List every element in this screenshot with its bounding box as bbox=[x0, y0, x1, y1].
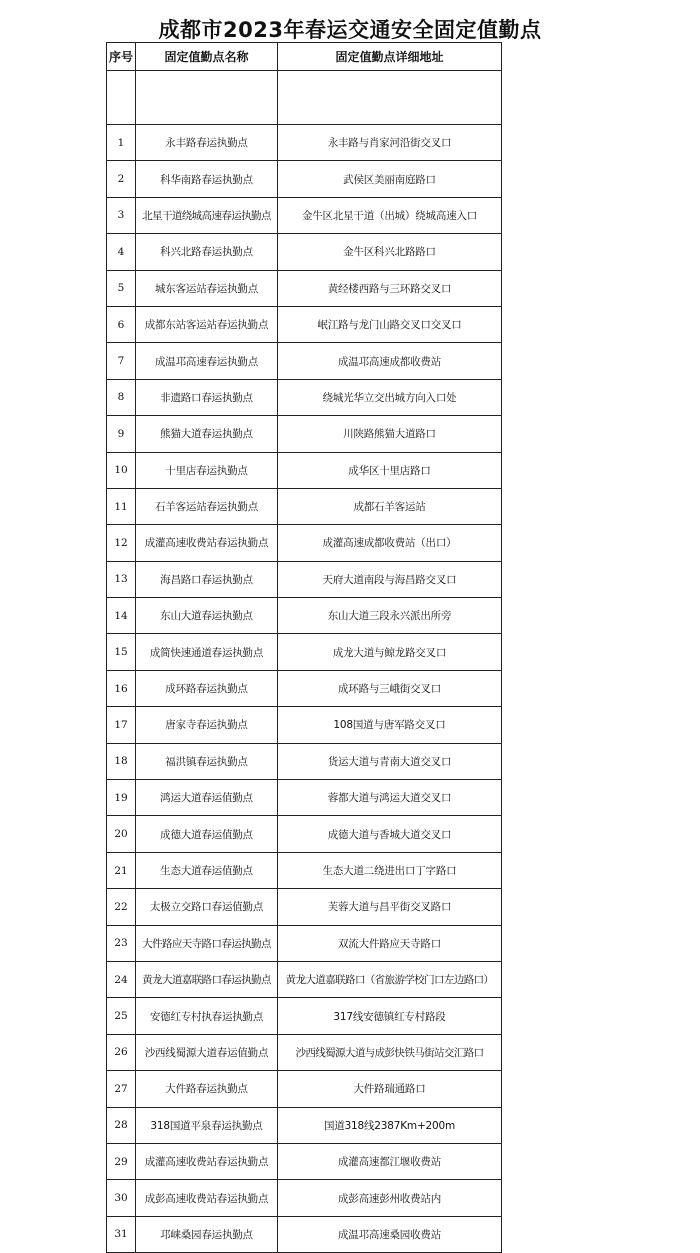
row-duty-point-name: 黄龙大道嘉联路口春运执勤点 bbox=[136, 961, 278, 997]
row-serial-number: 12 bbox=[107, 525, 136, 561]
row-serial-number: 18 bbox=[107, 743, 136, 779]
table-row bbox=[107, 925, 502, 961]
row-serial-number: 31 bbox=[107, 1216, 136, 1252]
row-duty-point-name: 东山大道春运执勤点 bbox=[136, 598, 278, 634]
table-row bbox=[107, 598, 502, 634]
row-duty-point-address: 货运大道与青南大道交叉口 bbox=[278, 743, 502, 779]
row-serial-number: 29 bbox=[107, 1143, 136, 1179]
row-duty-point-address: 成灌高速成都收费站（出口） bbox=[278, 525, 502, 561]
table-row bbox=[107, 306, 502, 342]
row-duty-point-address: 成温邛高速成都收费站 bbox=[278, 343, 502, 379]
table-row bbox=[107, 416, 502, 452]
row-serial-number: 21 bbox=[107, 852, 136, 888]
row-serial-number: 1 bbox=[107, 125, 136, 161]
row-duty-point-address: 成德大道与香城大道交叉口 bbox=[278, 816, 502, 852]
table-row bbox=[107, 488, 502, 524]
row-duty-point-name: 海昌路口春运执勤点 bbox=[136, 561, 278, 597]
row-duty-point-name: 石羊客运站春运执勤点 bbox=[136, 488, 278, 524]
row-serial-number: 22 bbox=[107, 889, 136, 925]
row-duty-point-address: 成华区十里店路口 bbox=[278, 452, 502, 488]
row-serial-number: 20 bbox=[107, 816, 136, 852]
table-row bbox=[107, 270, 502, 306]
row-duty-point-address: 成灌高速都江堰收费站 bbox=[278, 1143, 502, 1179]
row-serial-number: 8 bbox=[107, 379, 136, 415]
table-row bbox=[107, 1180, 502, 1216]
header-row bbox=[107, 43, 502, 71]
table-row bbox=[107, 889, 502, 925]
table-row bbox=[107, 452, 502, 488]
table-row bbox=[107, 343, 502, 379]
empty-cell bbox=[107, 71, 136, 125]
row-duty-point-address: 岷江路与龙门山路交叉口交叉口 bbox=[278, 306, 502, 342]
row-serial-number: 13 bbox=[107, 561, 136, 597]
row-serial-number: 7 bbox=[107, 343, 136, 379]
row-duty-point-name: 非遗路口春运执勤点 bbox=[136, 379, 278, 415]
table-row bbox=[107, 1034, 502, 1070]
table-row bbox=[107, 852, 502, 888]
table-row bbox=[107, 1107, 502, 1143]
row-duty-point-name: 唐家寺春运执勤点 bbox=[136, 707, 278, 743]
table-header bbox=[107, 43, 502, 71]
table-row bbox=[107, 1143, 502, 1179]
row-duty-point-name: 318国道平泉春运执勤点 bbox=[136, 1107, 278, 1143]
row-duty-point-address: 芙蓉大道与昌平街交叉路口 bbox=[278, 889, 502, 925]
row-serial-number: 17 bbox=[107, 707, 136, 743]
row-serial-number: 28 bbox=[107, 1107, 136, 1143]
table-row bbox=[107, 816, 502, 852]
row-duty-point-address: 317线安德镇红专村路段 bbox=[278, 998, 502, 1034]
row-duty-point-name: 成灌高速收费站春运执勤点 bbox=[136, 1143, 278, 1179]
row-duty-point-name: 福洪镇春运执勤点 bbox=[136, 743, 278, 779]
row-duty-point-name: 沙西线蜀源大道春运值勤点 bbox=[136, 1034, 278, 1070]
row-serial-number: 16 bbox=[107, 670, 136, 706]
row-serial-number: 15 bbox=[107, 634, 136, 670]
row-serial-number: 2 bbox=[107, 161, 136, 197]
row-duty-point-address: 沙西线蜀源大道与成彭快铁马街站交汇路口 bbox=[278, 1034, 502, 1070]
row-duty-point-name: 成德大道春运值勤点 bbox=[136, 816, 278, 852]
row-serial-number: 10 bbox=[107, 452, 136, 488]
row-serial-number: 25 bbox=[107, 998, 136, 1034]
table-row bbox=[107, 707, 502, 743]
document-title: 成都市2023年春运交通安全固定值勤点 bbox=[158, 18, 542, 42]
row-duty-point-name: 北星干道绕城高速春运执勤点 bbox=[136, 197, 278, 233]
row-serial-number: 5 bbox=[107, 270, 136, 306]
row-duty-point-name: 科华南路春运执勤点 bbox=[136, 161, 278, 197]
row-duty-point-name: 太极立交路口春运值勤点 bbox=[136, 889, 278, 925]
row-duty-point-address: 国道318线2387Km+200m bbox=[278, 1107, 502, 1143]
empty-cell bbox=[278, 71, 502, 125]
row-serial-number: 6 bbox=[107, 306, 136, 342]
table-row bbox=[107, 234, 502, 270]
row-serial-number: 14 bbox=[107, 598, 136, 634]
row-duty-point-name: 生态大道春运值勤点 bbox=[136, 852, 278, 888]
row-duty-point-name: 成灌高速收费站春运执勤点 bbox=[136, 525, 278, 561]
row-duty-point-name: 城东客运站春运执勤点 bbox=[136, 270, 278, 306]
row-duty-point-name: 永丰路春运执勤点 bbox=[136, 125, 278, 161]
table-row bbox=[107, 961, 502, 997]
row-duty-point-address: 金牛区北星干道（出城）绕城高速入口 bbox=[278, 197, 502, 233]
row-duty-point-address: 双流大件路应天寺路口 bbox=[278, 925, 502, 961]
row-duty-point-address: 成温邛高速桑园收费站 bbox=[278, 1216, 502, 1252]
table-row bbox=[107, 670, 502, 706]
row-duty-point-address: 黄经楼西路与三环路交叉口 bbox=[278, 270, 502, 306]
row-serial-number: 19 bbox=[107, 780, 136, 816]
row-serial-number: 4 bbox=[107, 234, 136, 270]
table-row bbox=[107, 743, 502, 779]
row-duty-point-name: 十里店春运执勤点 bbox=[136, 452, 278, 488]
row-serial-number: 11 bbox=[107, 488, 136, 524]
row-duty-point-name: 鸿运大道春运值勤点 bbox=[136, 780, 278, 816]
row-serial-number: 24 bbox=[107, 961, 136, 997]
row-duty-point-name: 成都东站客运站春运执勤点 bbox=[136, 306, 278, 342]
row-duty-point-address: 永丰路与肖家河沿街交叉口 bbox=[278, 125, 502, 161]
row-duty-point-name: 成简快速通道春运执勤点 bbox=[136, 634, 278, 670]
row-duty-point-name: 大件路应天寺路口春运执勤点 bbox=[136, 925, 278, 961]
row-duty-point-address: 武侯区美丽南庭路口 bbox=[278, 161, 502, 197]
empty-cell bbox=[136, 71, 278, 125]
header-serial-number: 序号 bbox=[107, 43, 136, 71]
row-duty-point-address: 成龙大道与鲸龙路交叉口 bbox=[278, 634, 502, 670]
row-duty-point-address: 天府大道南段与海昌路交叉口 bbox=[278, 561, 502, 597]
row-duty-point-name: 成彭高速收费站春运执勤点 bbox=[136, 1180, 278, 1216]
row-duty-point-address: 黄龙大道嘉联路口（省旅游学校门口左边路口） bbox=[278, 961, 502, 997]
row-serial-number: 3 bbox=[107, 197, 136, 233]
row-duty-point-name: 成环路春运执勤点 bbox=[136, 670, 278, 706]
header-duty-point-address: 固定值勤点详细地址 bbox=[278, 43, 502, 71]
row-duty-point-address: 成彭高速彭州收费站内 bbox=[278, 1180, 502, 1216]
empty-row bbox=[107, 71, 502, 125]
row-duty-point-address: 蓉都大道与鸿运大道交叉口 bbox=[278, 780, 502, 816]
row-duty-point-address: 成环路与三峨街交叉口 bbox=[278, 670, 502, 706]
table-row bbox=[107, 125, 502, 161]
row-duty-point-address: 绕城光华立交出城方向入口处 bbox=[278, 379, 502, 415]
row-duty-point-name: 邛崃桑园春运执勤点 bbox=[136, 1216, 278, 1252]
table-row bbox=[107, 1071, 502, 1107]
row-duty-point-address: 东山大道三段永兴派出所旁 bbox=[278, 598, 502, 634]
table-row bbox=[107, 1216, 502, 1252]
header-duty-point-name: 固定值勤点名称 bbox=[136, 43, 278, 71]
row-duty-point-address: 成都石羊客运站 bbox=[278, 488, 502, 524]
row-duty-point-name: 安德红专村执春运执勤点 bbox=[136, 998, 278, 1034]
table-row bbox=[107, 525, 502, 561]
row-duty-point-address: 大件路瑞通路口 bbox=[278, 1071, 502, 1107]
row-duty-point-name: 熊猫大道春运执勤点 bbox=[136, 416, 278, 452]
row-duty-point-address: 生态大道二绕进出口丁字路口 bbox=[278, 852, 502, 888]
row-duty-point-address: 金牛区科兴北路路口 bbox=[278, 234, 502, 270]
table-row bbox=[107, 780, 502, 816]
row-duty-point-name: 科兴北路春运执勤点 bbox=[136, 234, 278, 270]
row-serial-number: 26 bbox=[107, 1034, 136, 1070]
row-duty-point-address: 108国道与唐军路交叉口 bbox=[278, 707, 502, 743]
table-row bbox=[107, 561, 502, 597]
table-row bbox=[107, 998, 502, 1034]
row-serial-number: 9 bbox=[107, 416, 136, 452]
table-row bbox=[107, 634, 502, 670]
row-serial-number: 30 bbox=[107, 1180, 136, 1216]
table-row bbox=[107, 379, 502, 415]
table-body bbox=[107, 71, 502, 1253]
row-duty-point-address: 川陕路熊猫大道路口 bbox=[278, 416, 502, 452]
row-duty-point-name: 成温邛高速春运执勤点 bbox=[136, 343, 278, 379]
row-serial-number: 23 bbox=[107, 925, 136, 961]
table-row bbox=[107, 161, 502, 197]
table-row bbox=[107, 197, 502, 233]
row-duty-point-name: 大件路春运执勤点 bbox=[136, 1071, 278, 1107]
duty-points-table bbox=[106, 42, 502, 1253]
row-serial-number: 27 bbox=[107, 1071, 136, 1107]
